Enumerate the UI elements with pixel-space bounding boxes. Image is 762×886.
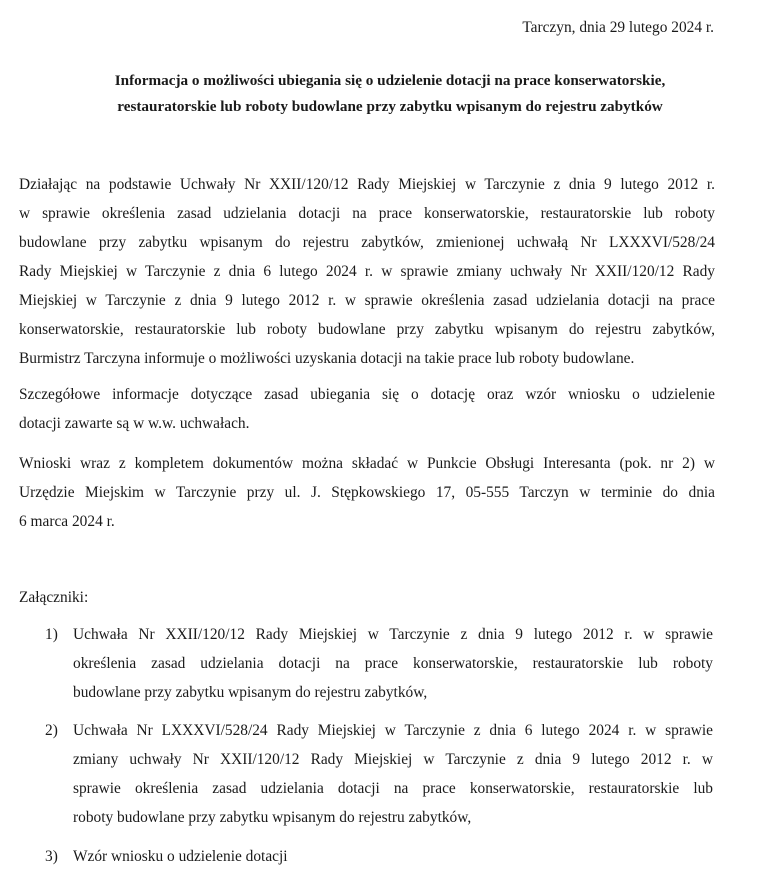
paragraph-line: Wnioski wraz z kompletem dokumentów można składać w Punkcie Obsługi Interesanta (pok. nr 2) w — [19, 455, 715, 472]
attachment-number: 1) — [45, 626, 58, 643]
paragraph-line: Rady Miejskiej w Tarczynie z dnia 6 lutego 2024 r. w sprawie zmiany uchwały Nr XXII/120/12 Rady — [19, 263, 715, 280]
paragraph-line: Działając na podstawie Uchwały Nr XXII/120/12 Rady Miejskiej w Tarczynie z dnia 9 lutego 2012 r. — [19, 176, 715, 193]
paragraph-line: Szczegółowe informacje dotyczące zasad ubiegania się o dotację oraz wzór wniosku o udzielenie — [19, 386, 715, 403]
paragraph-line: Burmistrz Tarczyna informuje o możliwości uzyskania dotacji na takie prace lub roboty budowlane. — [19, 350, 635, 367]
paragraph-line: budowlane przy zabytku wpisanym do rejestru zabytków, zmienionej uchwałą Nr LXXXVI/528/24 — [19, 234, 715, 251]
paragraph-submission — [19, 449, 715, 536]
attachment-line: zmiany uchwały Nr XXII/120/12 Rady Miejskiej w Tarczynie z dnia 9 lutego 2012 r. w — [73, 751, 713, 768]
attachment-text — [73, 716, 713, 832]
attachment-line: Wzór wniosku o udzielenie dotacji — [73, 848, 288, 865]
attachment-number: 3) — [45, 848, 58, 865]
attachments-heading: Załączniki: — [19, 589, 89, 606]
paragraph-line: konserwatorskie, restauratorskie lub roboty budowlane przy zabytku wpisanym do rejestru zabytków, — [19, 321, 715, 338]
attachment-line: Uchwała Nr LXXXVI/528/24 Rady Miejskiej w Tarczynie z dnia 6 lutego 2024 r. w sprawie — [73, 722, 713, 739]
paragraph-line: w sprawie określenia zasad udzielania dotacji na prace konserwatorskie, restauratorskie lub roboty — [19, 205, 715, 222]
title-line-1: Informacja o możliwości ubiegania się o udzielenie dotacji na prace konserwatorskie, — [114, 72, 666, 89]
title-line-2: restauratorskie lub roboty budowlane przy zabytku wpisanym do rejestru zabytków — [117, 98, 663, 115]
attachment-number: 2) — [45, 722, 58, 739]
attachment-text — [73, 842, 713, 871]
paragraph-line: dotacji zawarte są w w.w. uchwałach. — [19, 415, 250, 432]
attachment-line: budowlane przy zabytku wpisanym do rejestru zabytków, — [73, 684, 428, 701]
attachment-line: sprawie określenia zasad udzielania dotacji na prace konserwatorskie, restauratorskie lub — [73, 780, 713, 797]
document-title — [40, 68, 740, 120]
paragraph-legal-basis — [19, 170, 715, 373]
attachment-line: określenia zasad udzielania dotacji na prace konserwatorskie, restauratorskie lub roboty — [73, 655, 713, 672]
paragraph-line: Miejskiej w Tarczynie z dnia 9 lutego 2012 r. w sprawie określenia zasad udzielania dotacji na prace — [19, 292, 715, 309]
paragraph-details — [19, 380, 715, 438]
attachment-line: roboty budowlane przy zabytku wpisanym do rejestru zabytków, — [73, 809, 472, 826]
attachment-text — [73, 620, 713, 707]
attachment-line: Uchwała Nr XXII/120/12 Rady Miejskiej w Tarczynie z dnia 9 lutego 2012 r. w sprawie — [73, 626, 713, 643]
paragraph-line: 6 marca 2024 r. — [19, 513, 115, 530]
paragraph-line: Urzędzie Miejskim w Tarczynie przy ul. J. Stępkowskiego 17, 05-555 Tarczyn w terminie do dnia — [19, 484, 715, 501]
place-and-date: Tarczyn, dnia 29 lutego 2024 r. — [522, 19, 714, 36]
